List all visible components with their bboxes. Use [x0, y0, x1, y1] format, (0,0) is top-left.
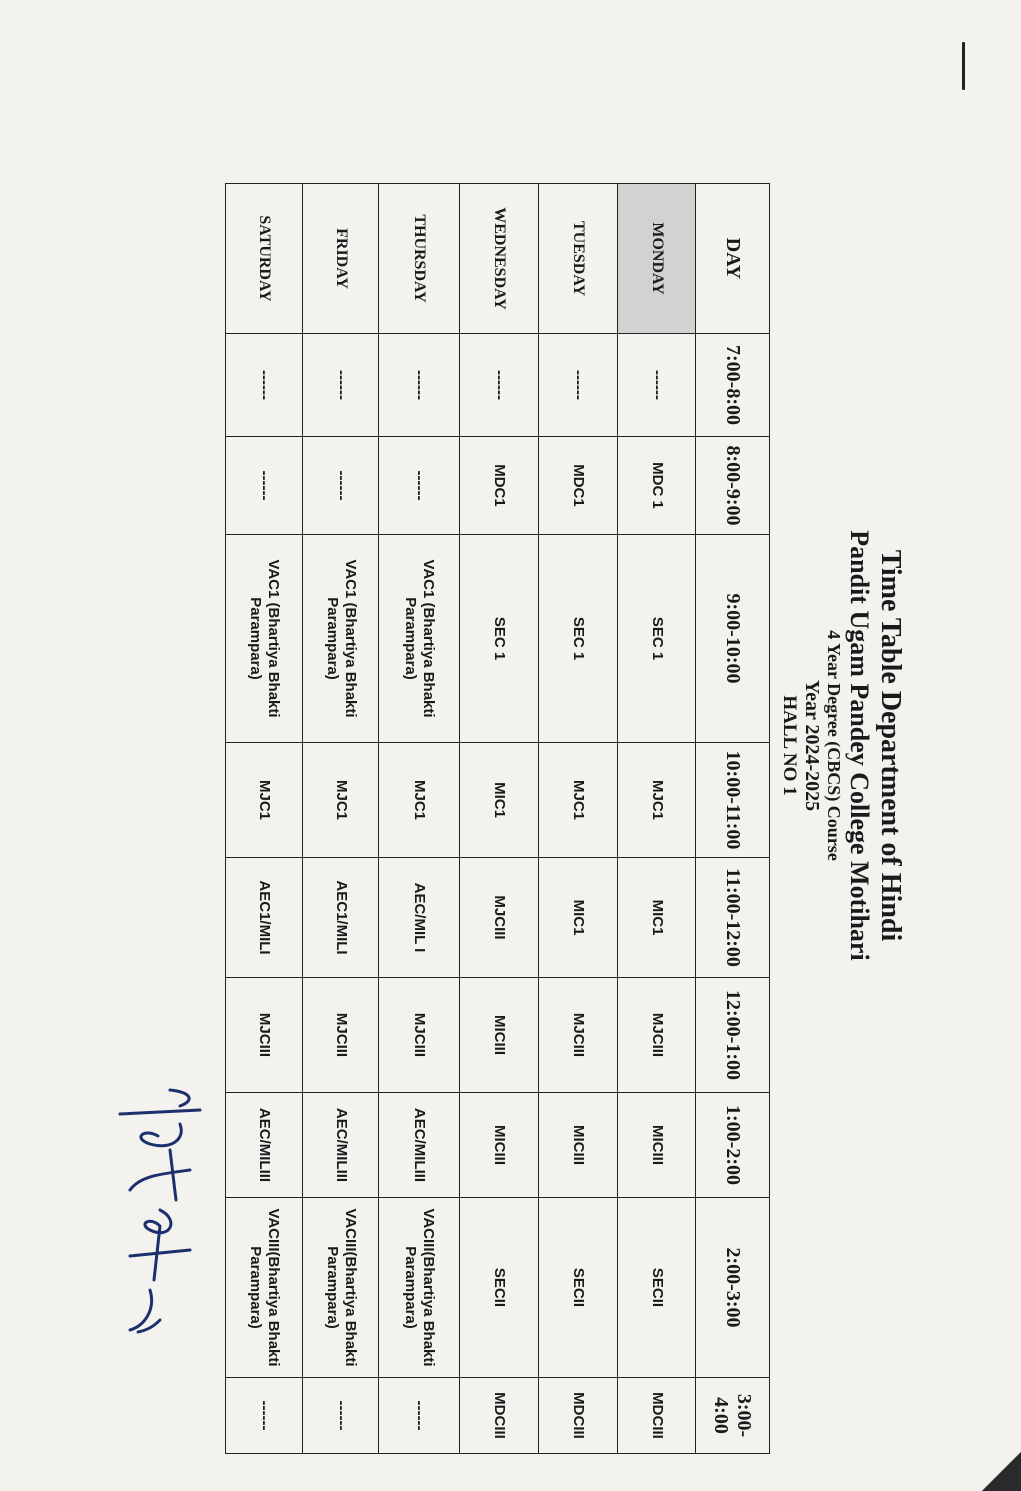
slot-cell: SEC 1: [618, 535, 696, 743]
slot-cell: MICIII: [460, 978, 539, 1093]
slot-cell: MDCIII: [460, 1378, 539, 1454]
slot-cell: MICIII: [618, 1093, 696, 1198]
slot-cell: MIC1: [539, 858, 618, 978]
day-cell: FRIDAY: [302, 184, 379, 334]
table-row: [302, 184, 379, 1454]
table-row: [226, 184, 303, 1454]
column-header-slot: 9:00-10:00: [696, 535, 770, 743]
slot-cell: MJCIII: [618, 978, 696, 1093]
slot-cell: VACIII(Bhartiya Bhakti Parampara): [302, 1198, 379, 1378]
slot-cell: AEC/MILIII: [379, 1093, 460, 1198]
column-header-slot: 7:00-8:00: [696, 334, 770, 437]
slot-cell: MJCIII: [226, 978, 303, 1093]
slot-cell: VAC1 (Bhartiya Bhakti Parampara): [302, 535, 379, 743]
slot-cell: ------: [379, 437, 460, 535]
course-name: 4 Year Degree (CBCS) Course: [823, 630, 844, 861]
column-header-slot: 12:00-1:00: [696, 978, 770, 1093]
edge-mark: [962, 42, 965, 90]
slot-cell: SECII: [539, 1198, 618, 1378]
column-header-slot: 11:00-12:00: [696, 858, 770, 978]
slot-cell: MJC1: [618, 743, 696, 858]
slot-cell: ------: [618, 334, 696, 437]
slot-cell: VAC1 (Bhartiya Bhakti Parampara): [226, 535, 303, 743]
slot-cell: ------: [460, 334, 539, 437]
slot-cell: VACIII(Bhartiya Bhakti Parampara): [379, 1198, 460, 1378]
academic-year: Year 2024-2025: [801, 679, 824, 812]
slot-cell: MICIII: [539, 1093, 618, 1198]
slot-cell: SECII: [460, 1198, 539, 1378]
slot-cell: AEC/MILIII: [226, 1093, 303, 1198]
slot-cell: MJC1: [539, 743, 618, 858]
slot-cell: AEC/MILIII: [302, 1093, 379, 1198]
slot-cell: ------: [302, 334, 379, 437]
slot-cell: MIC1: [460, 743, 539, 858]
day-cell: THURSDAY: [379, 184, 460, 334]
day-cell: WEDNESDAY: [460, 184, 539, 334]
day-cell: TUESDAY: [539, 184, 618, 334]
slot-cell: MDC1: [460, 437, 539, 535]
column-header-slot: 1:00-2:00: [696, 1093, 770, 1198]
slot-cell: ------: [226, 1378, 303, 1454]
slot-cell: MJCIII: [302, 978, 379, 1093]
slot-cell: SECII: [618, 1198, 696, 1378]
day-cell: SATURDAY: [226, 184, 303, 334]
slot-cell: ------: [226, 334, 303, 437]
slot-cell: SEC 1: [539, 535, 618, 743]
slot-cell: ------: [302, 437, 379, 535]
slot-cell: ------: [379, 334, 460, 437]
slot-cell: MJC1: [226, 743, 303, 858]
slot-cell: MDCIII: [539, 1378, 618, 1454]
column-header-slot: 3:00-4:00: [696, 1378, 770, 1454]
column-header-day: DAY: [696, 184, 770, 334]
table-row: [539, 184, 618, 1454]
table-row: [460, 184, 539, 1454]
day-cell: MONDAY: [618, 184, 696, 334]
slot-cell: VAC1 (Bhartiya Bhakti Parampara): [379, 535, 460, 743]
rotated-document: [110, 0, 910, 1491]
slot-cell: AEC1/MILI: [226, 858, 303, 978]
slot-cell: MJC1: [379, 743, 460, 858]
slot-cell: MDC1: [539, 437, 618, 535]
slot-cell: MJCIII: [379, 978, 460, 1093]
slot-cell: MIC1: [618, 858, 696, 978]
slot-cell: MJC1: [302, 743, 379, 858]
column-header-slot: 2:00-3:00: [696, 1198, 770, 1378]
column-header-slot: 8:00-9:00: [696, 437, 770, 535]
corner-mark: [981, 1443, 1021, 1491]
slot-cell: MJCIII: [539, 978, 618, 1093]
slot-cell: VACIII(Bhartiya Bhakti Parampara): [226, 1198, 303, 1378]
timetable: [225, 183, 770, 1454]
slot-cell: AEC1/MILI: [302, 858, 379, 978]
hall-number: HALL NO 1: [779, 695, 801, 796]
slot-cell: MJCIII: [460, 858, 539, 978]
slot-cell: SEC 1: [460, 535, 539, 743]
handwritten-signature: [110, 1080, 210, 1340]
slot-cell: ------: [302, 1378, 379, 1454]
slot-cell: ------: [226, 437, 303, 535]
college-name: Pandit Ugam Pandey College Motihari: [844, 530, 874, 961]
document-title: Time Table Department of Hindi: [875, 549, 906, 942]
table-row: [379, 184, 460, 1454]
slot-cell: AEC/MIL I: [379, 858, 460, 978]
slot-cell: ------: [539, 334, 618, 437]
slot-cell: MDCIII: [618, 1378, 696, 1454]
slot-cell: MDC 1: [618, 437, 696, 535]
slot-cell: MICIII: [460, 1093, 539, 1198]
column-header-slot: 10:00-11:00: [696, 743, 770, 858]
document-header: [778, 0, 906, 1491]
timetable-header-row: [696, 184, 770, 1454]
table-row: [618, 184, 696, 1454]
slot-cell: ------: [379, 1378, 460, 1454]
